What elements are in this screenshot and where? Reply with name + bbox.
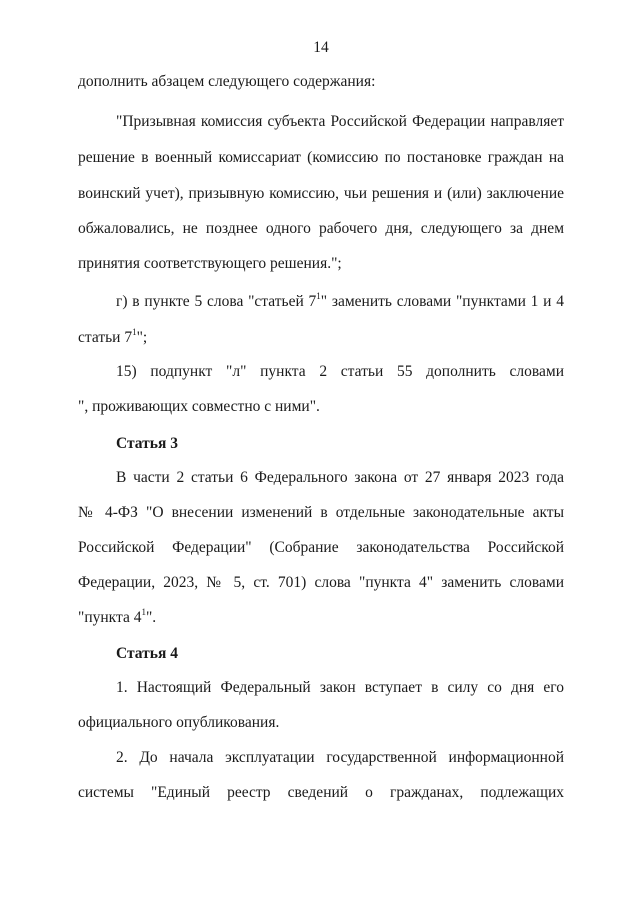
article-4-line: официального опубликования. <box>78 714 280 731</box>
article-3-line: Российской Федерации" (Собрание законодательства Российской <box>78 539 564 556</box>
item-g-line: г) в пункте 5 слова "статьей $7^1$" заменить словами "пунктами 1 и 4 <box>116 290 564 310</box>
article-3-line: № 4-ФЗ "О внесении изменений в отдельные законодательные акты <box>78 504 564 521</box>
article-4-heading: Статья 4 <box>116 645 178 662</box>
article-3-line: Федерации, 2023, № 5, ст. 701) слова "пункта 4" заменить словами <box>78 574 564 591</box>
quoted-paragraph-line: воинский учет), призывную комиссию, чьи решения и (или) заключение <box>78 185 564 202</box>
article-3-line: "пункта $4^1$". <box>78 606 157 626</box>
item-15-line: ", проживающих совместно с ними". <box>78 398 320 415</box>
article-3-heading: Статья 3 <box>116 435 178 452</box>
paragraph-line: дополнить абзацем следующего содержания: <box>78 73 376 90</box>
article-4-line: 1. Настоящий Федеральный закон вступает в силу со дня его <box>116 679 564 696</box>
item-g-line: статьи $7^1$"; <box>78 326 148 346</box>
quoted-paragraph-line: решение в военный комиссариат (комиссию по постановке граждан на <box>78 149 564 166</box>
quoted-paragraph-line: обжаловались, не позднее одного рабочего дня, следующего за днем <box>78 220 564 237</box>
quoted-paragraph-line: "Призывная комиссия субъекта Российской Федерации направляет <box>116 113 564 130</box>
article-3-line: В части 2 статьи 6 Федерального закона от 27 января 2023 года <box>116 469 564 486</box>
item-15-line: 15) подпункт "л" пункта 2 статьи 55 дополнить словами <box>116 363 564 380</box>
quoted-paragraph-line: принятия соответствующего решения."; <box>78 255 342 272</box>
page-number: 14 <box>313 39 329 56</box>
article-4-line: системы "Единый реестр сведений о гражданах, подлежащих <box>78 784 564 801</box>
article-4-line: 2. До начала эксплуатации государственной информационной <box>116 749 564 766</box>
